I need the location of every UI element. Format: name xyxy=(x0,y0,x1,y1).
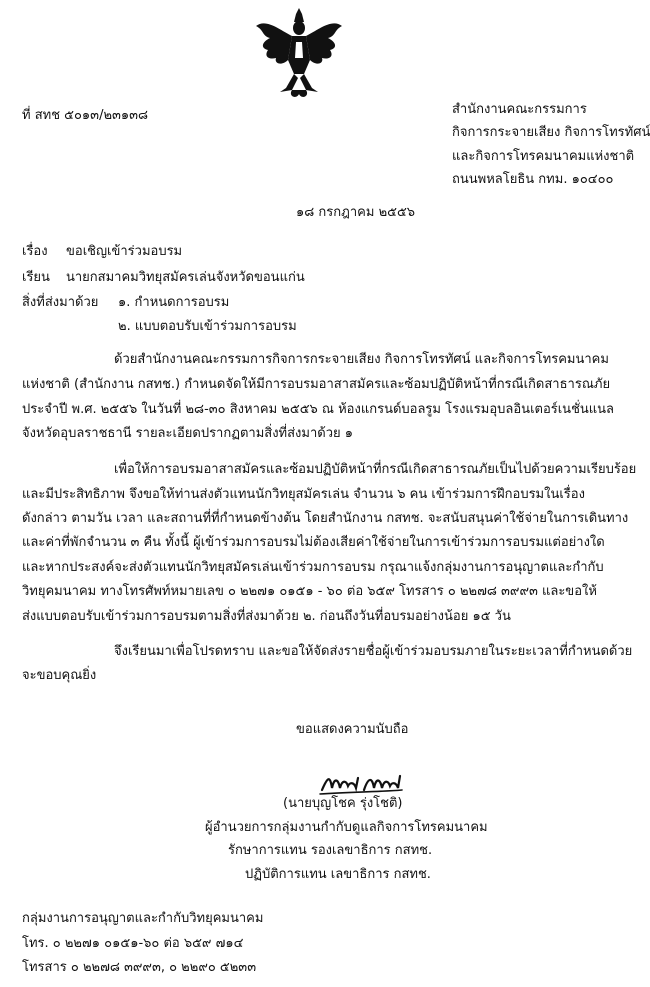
paragraph-line: และค่าที่พักจำนวน ๓ คืน ทั้งนี้ ผู้เข้าร่วมการอบรมไม่ต้องเสียค่าใช้จ่ายในการเข้าร่วมการอบรมแต่อย่างใด xyxy=(22,535,605,550)
paragraph-line: ส่งแบบตอบรับเข้าร่วมการอบรมตามสิ่งที่ส่งมาด้วย ๒. ก่อนถึงวันที่อบรมอย่างน้อย ๑๕ วัน xyxy=(22,609,511,624)
recipient-label: เรียน xyxy=(22,270,50,285)
enclosure-item: ๑. กำหนดการอบรม xyxy=(118,295,230,310)
signatory-name: (นายบุญโชค รุ่งโชติ) xyxy=(283,796,403,811)
paragraph-line: วิทยุคมนาคม ทางโทรศัพท์หมายเลข ๐ ๒๒๗๑ ๐๑๕๑ - ๖๐ ต่อ ๖๕๙ โทรสาร ๐ ๒๒๗๘ ๓๙๙๓ และขอให้ xyxy=(22,584,597,599)
paragraph-line: ประจำปี พ.ศ. ๒๕๕๖ ในวันที่ ๒๘-๓๐ สิงหาคม ๒๕๕๖ ณ ห้องแกรนด์บอลรูม โรงแรมอุบลอินเตอร์เนชั่นแนล xyxy=(22,402,615,417)
contact-fax: โทรสาร ๐ ๒๒๗๘ ๓๙๙๓, ๐ ๒๒๙๐ ๕๒๓๓ xyxy=(22,960,257,975)
enclosure-label: สิ่งที่ส่งมาด้วย xyxy=(22,295,99,310)
paragraph-line: และมีประสิทธิภาพ จึงขอให้ท่านส่งตัวแทนนักวิทยุสมัครเล่น จำนวน ๖ คน เข้าร่วมการฝึกอบรมในเรื่อง xyxy=(22,487,585,502)
paragraph-line: แห่งชาติ (สำนักงาน กสทช.) กำหนดจัดให้มีการอบรมอาสาสมัครและซ้อมปฏิบัติหน้าที่กรณีเกิดสาธารณภัย xyxy=(22,377,611,392)
paragraph-line: จึงเรียนมาเพื่อโปรดทราบ และขอให้จัดส่งรายชื่อผู้เข้าร่วมอบรมภายในระยะเวลาที่กำหนดด้วย xyxy=(114,644,633,659)
sender-address-line: สำนักงานคณะกรรมการ xyxy=(452,102,587,117)
subject-text: ขอเชิญเข้าร่วมอบรม xyxy=(66,244,183,259)
contact-department: กลุ่มงานการอนุญาตและกำกับวิทยุคมนาคม xyxy=(22,911,264,926)
subject-label: เรื่อง xyxy=(22,244,48,259)
paragraph-line: ด้วยสำนักงานคณะกรรมการกิจการกระจายเสียง กิจการโทรทัศน์ และกิจการโทรคมนาคม xyxy=(114,352,609,367)
contact-phone: โทร. ๐ ๒๒๗๑ ๐๑๕๑-๖๐ ต่อ ๖๕๙ ๗๑๔ xyxy=(22,936,244,951)
closing-salutation: ขอแสดงความนับถือ xyxy=(296,722,409,737)
recipient-text: นายกสมาคมวิทยุสมัครเล่นจังหวัดขอนแก่น xyxy=(66,270,305,285)
sender-address-line: ถนนพหลโยธิน กทม. ๑๐๔๐๐ xyxy=(452,172,614,187)
sender-address-line: และกิจการโทรคมนาคมแห่งชาติ xyxy=(452,149,635,164)
signatory-title: รักษาการแทน รองเลขาธิการ กสทช. xyxy=(228,843,433,858)
signatory-title: ผู้อำนวยการกลุ่มงานกำกับดูแลกิจการโทรคมนาคม xyxy=(205,820,488,835)
signatory-title: ปฏิบัติการแทน เลขาธิการ กสทช. xyxy=(245,867,431,882)
enclosure-item: ๒. แบบตอบรับเข้าร่วมการอบรม xyxy=(118,319,297,334)
paragraph-line: ดังกล่าว ตามวัน เวลา และสถานที่ที่กำหนดข้างต้น โดยสำนักงาน กสทช. จะสนับสนุนค่าใช้จ่ายในการเดินทาง xyxy=(22,511,629,526)
handwritten-signature xyxy=(318,770,404,798)
sender-address-line: กิจการกระจายเสียง กิจการโทรทัศน์ xyxy=(452,125,650,140)
paragraph-line: จะขอบคุณยิ่ง xyxy=(22,668,97,683)
letter-date: ๑๘ กรกฎาคม ๒๕๕๖ xyxy=(296,205,416,220)
garuda-emblem-icon xyxy=(252,8,346,100)
paragraph-line: และหากประสงค์จะส่งตัวแทนนักวิทยุสมัครเล่นเข้าร่วมการอบรม กรุณาแจ้งกลุ่มงานการอนุญาตและกำกับ xyxy=(22,560,604,575)
paragraph-line: จังหวัดอุบลราชธานี รายละเอียดปรากฏตามสิ่งที่ส่งมาด้วย ๑ xyxy=(22,426,354,441)
paragraph-line: เพื่อให้การอบรมอาสาสมัครและซ้อมปฏิบัติหน้าที่กรณีเกิดสาธารณภัยเป็นไปด้วยความเรียบร้อย xyxy=(114,462,637,477)
reference-number: ที่ สทช ๕๐๑๓/๒๓๑๓๘ xyxy=(22,108,149,123)
